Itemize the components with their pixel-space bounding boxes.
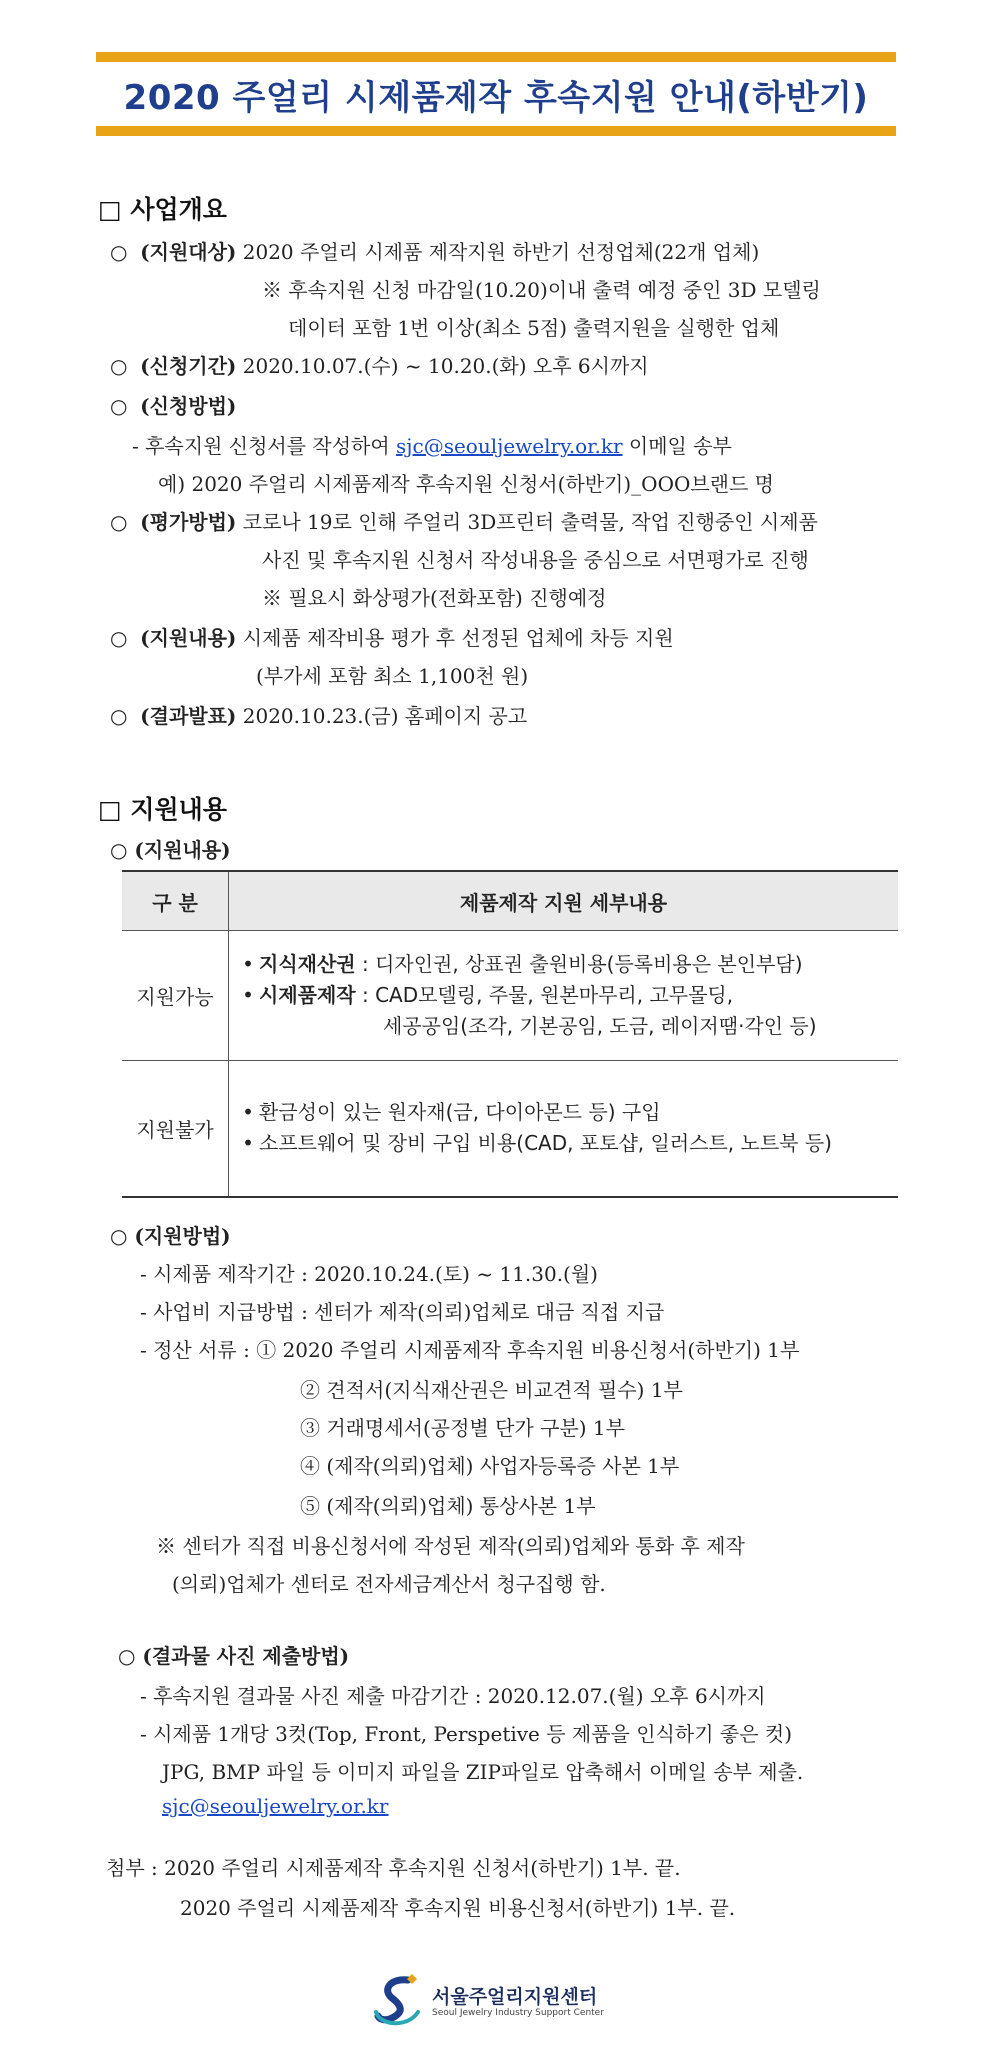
- table-row: [122, 931, 898, 1061]
- table-header-detail: 제품제작 지원 세부내용: [229, 871, 899, 931]
- photo-line-1: - 후속지원 결과물 사진 제출 마감기간 : 2020.12.07.(월) 오후 6시까지: [140, 1684, 766, 1708]
- support-content-label: ○ (지원내용): [110, 838, 231, 862]
- logo-name-ko: 서울주얼리지원센터: [432, 1986, 598, 2008]
- result-row: ○ (결과발표) 2020.10.23.(금) 홈페이지 공고: [110, 704, 528, 728]
- attachment-line-2: 2020 주얼리 시제품제작 후속지원 비용신청서(하반기) 1부. 끝.: [180, 1896, 736, 1920]
- section-heading-support: □ 지원내용: [98, 795, 227, 824]
- table-header-category: 구 분: [122, 871, 229, 931]
- detail-line: • 지식재산권 : 디자인권, 상표권 출원비용(등록비용은 본인부담): [242, 952, 803, 976]
- title-top-bar: [96, 52, 896, 62]
- method-note-2: (의뢰)업체가 센터로 전자세금계산서 청구집행 함.: [172, 1572, 606, 1596]
- detail-line: 세공공임(조각, 기본공임, 도금, 레이저땜·각인 등): [383, 1014, 817, 1038]
- method-row: ○ (신청방법): [110, 394, 237, 418]
- method-line: - 정산 서류 : ① 2020 주얼리 시제품제작 후속지원 비용신청서(하반기) 1부: [140, 1338, 800, 1362]
- content-row: ○ (지원내용) 시제품 제작비용 평가 후 선정된 업체에 차등 지원: [110, 626, 674, 650]
- target-note-2: 데이터 포함 1번 이상(최소 5점) 출력지원을 실행한 업체: [288, 316, 780, 340]
- doc-line: ② 견적서(지식재산권은 비교견적 필수) 1부: [300, 1378, 683, 1402]
- logo-name-en: Seoul Jewelry Industry Support Center: [432, 2008, 604, 2018]
- evaluation-note: ※ 필요시 화상평가(전화포함) 진행예정: [262, 586, 607, 610]
- page-title: 2020 주얼리 시제품제작 후속지원 안내(하반기): [123, 78, 869, 118]
- detail-line: • 소프트웨어 및 장비 구입 비용(CAD, 포토샵, 일러스트, 노트북 등): [242, 1131, 832, 1156]
- target-note-1: ※ 후속지원 신청 마감일(10.20)이내 출력 예정 중인 3D 모델링: [262, 278, 821, 302]
- attachment-line-1: 첨부 : 2020 주얼리 시제품제작 후속지원 신청서(하반기) 1부. 끝.: [106, 1856, 681, 1880]
- doc-line: ③ 거래명세서(공정별 단가 구분) 1부: [300, 1416, 625, 1440]
- photo-line-3: JPG, BMP 파일 등 이미지 파일을 ZIP파일로 압축해서 이메일 송부 제출.: [162, 1760, 804, 1784]
- method-note-1: ※ 센터가 직접 비용신청서에 작성된 제작(의뢰)업체와 통화 후 제작: [156, 1534, 745, 1558]
- support-method-label: ○ (지원방법): [110, 1224, 231, 1248]
- table-header-row: [122, 871, 898, 931]
- content-line-2: (부가세 포함 최소 1,100천 원): [256, 664, 529, 688]
- section-heading-overview: □ 사업개요: [98, 195, 227, 224]
- center-logo: [368, 1972, 604, 2036]
- email-link[interactable]: sjc@seouljewelry.or.kr: [396, 434, 623, 458]
- row-category: 지원불가: [122, 1061, 229, 1197]
- photo-line-2: - 시제품 1개당 3컷(Top, Front, Perspetive 등 제품을 인식하기 좋은 컷): [140, 1722, 792, 1746]
- table-row: [122, 1061, 898, 1197]
- row-detail: [229, 931, 899, 1061]
- detail-line: • 환금성이 있는 원자재(금, 다이아몬드 등) 구입: [242, 1100, 661, 1125]
- logo-mark-icon: [368, 1972, 428, 2032]
- doc-line: ⑤ (제작(의뢰)업체) 통상사본 1부: [300, 1494, 596, 1518]
- support-table: [122, 870, 898, 1198]
- method-dash-line: - 후속지원 신청서를 작성하여 sjc@seouljewelry.or.kr 이메일 송부: [132, 434, 732, 458]
- target-row: ○ (지원대상) 2020 주얼리 시제품 제작지원 하반기 선정업체(22개 업체): [110, 240, 760, 264]
- photo-email-link[interactable]: sjc@seouljewelry.or.kr: [162, 1794, 389, 1818]
- method-line: - 사업비 지급방법 : 센터가 제작(의뢰)업체로 대금 직접 지급: [140, 1300, 665, 1324]
- detail-line: • 시제품제작 : CAD모델링, 주물, 원본마무리, 고무몰딩,: [242, 983, 734, 1007]
- row-detail: [229, 1061, 899, 1197]
- period-row: ○ (신청기간) 2020.10.07.(수) ~ 10.20.(화) 오후 6시까지: [110, 354, 649, 378]
- evaluation-line-2: 사진 및 후속지원 신청서 작성내용을 중심으로 서면평가로 진행: [262, 548, 809, 572]
- method-example: 예) 2020 주얼리 시제품제작 후속지원 신청서(하반기)_OOO브랜드 명: [158, 472, 775, 496]
- doc-line: ④ (제작(의뢰)업체) 사업자등록증 사본 1부: [300, 1454, 680, 1478]
- title-bottom-bar: [96, 126, 896, 136]
- method-line: - 시제품 제작기간 : 2020.10.24.(토) ~ 11.30.(월): [140, 1262, 598, 1286]
- evaluation-row: ○ (평가방법) 코로나 19로 인해 주얼리 3D프린터 출력물, 작업 진행중인 시제품: [110, 510, 818, 534]
- photo-method-label: ○ (결과물 사진 제출방법): [118, 1644, 350, 1668]
- row-category: 지원가능: [122, 931, 229, 1061]
